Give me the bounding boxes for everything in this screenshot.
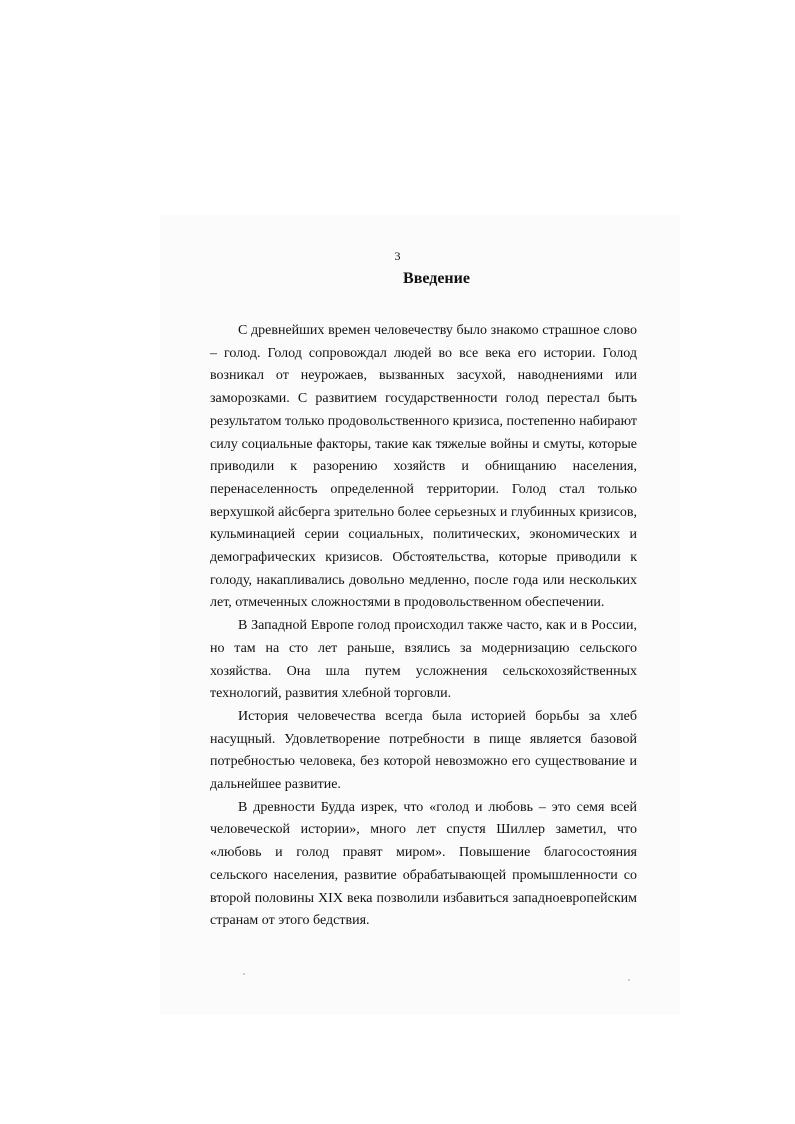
paragraph: История человечества всегда была историей борьбы за хлеб насущный. Удовлетворение потребности в пище является базовой потребностью человека, без которой невозможно его существование и дальнейшее развитие. <box>210 708 637 793</box>
paragraph: В древности Будда изрек, что «голод и любовь – это семя всей человеческой истории», много лет спустя Шиллер заметил, что «любовь и голод правят миром». Повышение благосостояния сельского населения, развитие обрабатывающей промышленности со второй половины XIX века позволили избавиться западноевропейским странам от этого бедствия. <box>210 799 637 929</box>
scan-speck <box>628 979 630 981</box>
scan-speck <box>243 973 245 975</box>
paragraph: С древнейших времен человечеству было знакомо страшное слово – голод. Голод сопровождал людей во все века его истории. Голод возникал от неурожаев, вызванных засухой, наводнениями или заморозками. С развитием государственности голод перестал быть результатом только продовольственного кризиса, постепенно набирают силу социальные факторы, такие как тяжелые войны и смуты, которые приводили к разорению хозяйств и обнищанию населения, перенаселенность определенной территории. Голод стал только верхушкой айсберга зрительно более серьезных и глубинных кризисов, кульминацией серии социальных, политических, экономических и демографических кризисов. Обстоятельства, которые приводили к голоду, накапливались довольно медленно, после года или нескольких лет, отмеченных сложностями в продовольственном обеспечении. <box>210 323 638 611</box>
page-title: Введение <box>403 270 470 287</box>
page-number: 3 <box>394 249 401 263</box>
paragraph: В Западной Европе голод происходил также часто, как и в России, но там на сто лет раньше, взялись за модернизацию сельского хозяйства. Она шла путем усложнения сельскохозяйственных технологий, развития хлебной торговли. <box>210 618 637 702</box>
body-text <box>210 320 637 933</box>
